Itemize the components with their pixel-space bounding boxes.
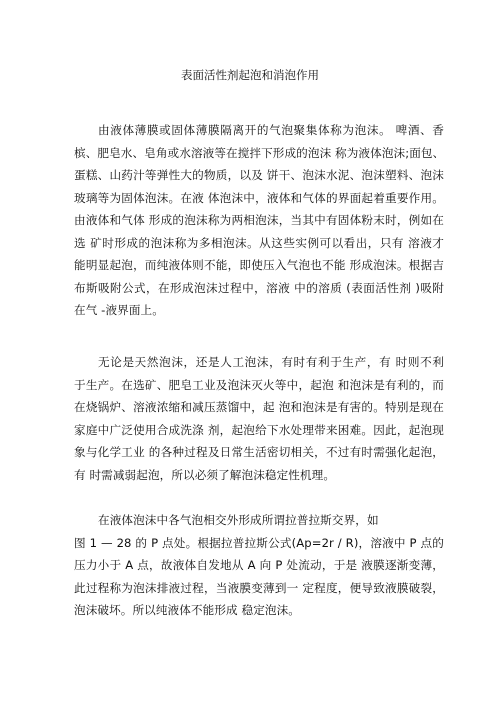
text-line: 在烧锅炉、溶液浓缩和减压蒸馏中，起 泡和泡沫是有害的。特别是现在: [74, 400, 444, 414]
document-title: 表面活性剂起泡和消泡作用: [181, 68, 319, 82]
text-line: 无论是天然泡沫，还是人工泡沫，有时有利于生产，有 时则不利: [98, 355, 444, 369]
text-line: 象与化学工业 的各种过程及日常生活密切相关，不过有时需强化起泡，: [74, 445, 444, 459]
text-line: 玻璃等为固体泡沫。在液 体泡沫中，液体和气体的界面起着重要作用。: [74, 190, 444, 205]
text-line: 图 1 — 28 的 P 点处。根据拉普拉斯公式(Ap=2r / R)，溶液中 P 点的: [74, 535, 444, 550]
text-line: 选 矿时形成的泡沫称为多相泡沫。从这些实例可以看出，只有 溶液才: [74, 235, 444, 250]
text-line: 能明显起泡，而纯液体则不能，即使压入气泡也不能 形成泡沫。根据吉: [74, 258, 444, 272]
text-line: 槟、肥皂水、皂角或水溶液等在搅拌下形成的泡沫 称为液体泡沫;面包、: [74, 145, 445, 160]
text-line: 在液体泡沫中各气泡相交外形成所谓拉普拉斯交界，如: [98, 513, 379, 527]
text-line: 家庭中广泛使用合成洗涤 剂，起泡给下水处理带来困难。因此，起泡现: [74, 422, 444, 437]
text-line: 此过程称为泡沫排液过程，当液膜变薄到一 定程度，便导致液膜破裂，: [74, 580, 444, 595]
text-line: 于生产。在选矿、肥皂工业及泡沫灭火等中，起泡 和泡沫是有利的，而: [74, 377, 444, 392]
paragraph-1: [74, 119, 444, 322]
paragraph-2: [74, 351, 444, 486]
paragraph-3: [74, 509, 444, 622]
text-line: 在气 -液界面上。: [74, 303, 164, 317]
text-line: 布斯吸附公式，在形成泡沫过程中，溶液 中的溶质 (表面活性剂 )吸附: [74, 280, 444, 295]
text-line: 由液体薄膜或固体薄膜隔离开的气泡聚集体称为泡沫。 啤酒、香: [98, 123, 444, 137]
text-line: 泡沫破坏。所以纯液体不能形成 稳定泡沫。: [74, 603, 300, 617]
text-line: 压力小于 A 点，故液体自发地从 A 向 P 处流动，于是 液膜逐渐变薄，: [74, 558, 444, 572]
text-line: 由液体和气体 形成的泡沫称为两相泡沫，当其中有固体粉末时，例如在: [74, 213, 444, 227]
text-line: 有 时需减弱起泡，所以必须了解泡沫稳定性机理。: [74, 467, 336, 482]
text-line: 蛋糕、山药汁等弹性大的物质，以及 饼干、泡沫水泥、泡沫塑料、泡沫: [74, 168, 444, 182]
